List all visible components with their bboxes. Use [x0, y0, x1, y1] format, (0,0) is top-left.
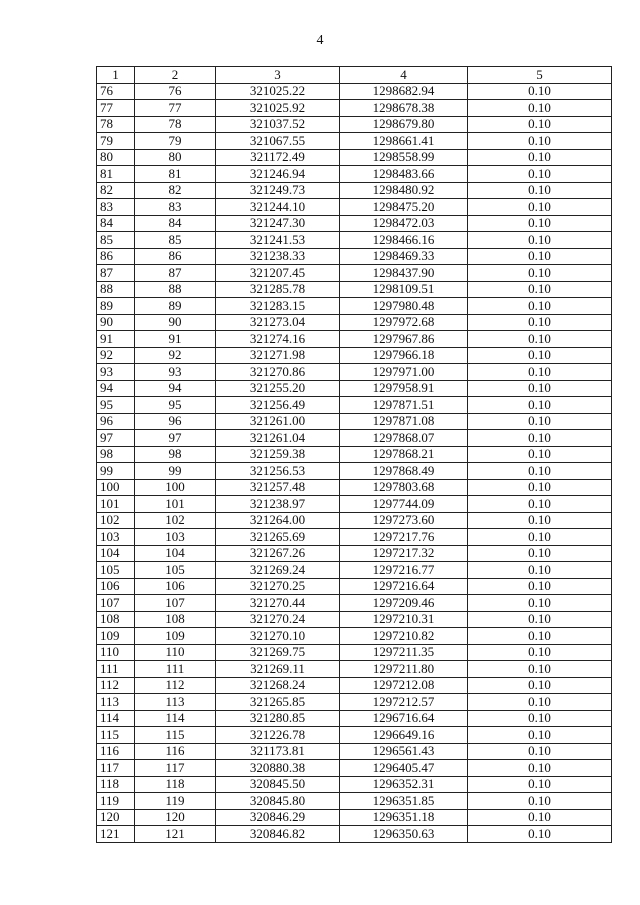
table-row	[97, 265, 612, 282]
table-cell: 321265.85	[216, 694, 340, 711]
table-cell: 1297980.48	[340, 298, 468, 315]
table-cell: 1296716.64	[340, 710, 468, 727]
table-cell: 321273.04	[216, 314, 340, 331]
table-cell: 114	[135, 710, 216, 727]
table-cell: 112	[97, 677, 135, 694]
table-cell: 0.10	[468, 760, 612, 777]
table-row	[97, 628, 612, 645]
table-cell: 101	[135, 496, 216, 513]
table-cell: 80	[97, 149, 135, 166]
table-cell: 102	[97, 512, 135, 529]
table-cell: 85	[97, 232, 135, 249]
table-cell: 321261.04	[216, 430, 340, 447]
table-cell: 88	[97, 281, 135, 298]
table-cell: 320845.50	[216, 776, 340, 793]
table-cell: 116	[97, 743, 135, 760]
table-cell: 0.10	[468, 529, 612, 546]
table-cell: 1298558.99	[340, 149, 468, 166]
table-cell: 98	[97, 446, 135, 463]
table-row	[97, 413, 612, 430]
table-cell: 0.10	[468, 793, 612, 810]
table-cell: 1297744.09	[340, 496, 468, 513]
table-cell: 321247.30	[216, 215, 340, 232]
table-row	[97, 298, 612, 315]
table-cell: 83	[135, 199, 216, 216]
table-cell: 321172.49	[216, 149, 340, 166]
table-cell: 91	[97, 331, 135, 348]
table-cell: 101	[97, 496, 135, 513]
table-cell: 1298682.94	[340, 83, 468, 100]
table-row	[97, 331, 612, 348]
table-row	[97, 496, 612, 513]
table-cell: 97	[135, 430, 216, 447]
page-number: 4	[316, 33, 324, 48]
table-cell: 321257.48	[216, 479, 340, 496]
table-cell: 103	[97, 529, 135, 546]
table-cell: 121	[97, 826, 135, 843]
table-cell: 0.10	[468, 809, 612, 826]
table-row	[97, 364, 612, 381]
table-row	[97, 446, 612, 463]
table-row	[97, 397, 612, 414]
table-cell: 321280.85	[216, 710, 340, 727]
table-cell: 321025.22	[216, 83, 340, 100]
table-cell: 88	[135, 281, 216, 298]
table-cell: 0.10	[468, 281, 612, 298]
table-cell: 1297868.07	[340, 430, 468, 447]
table-cell: 1297209.46	[340, 595, 468, 612]
table-cell: 95	[135, 397, 216, 414]
table-cell: 89	[135, 298, 216, 315]
table-cell: 1298469.33	[340, 248, 468, 265]
table-cell: 119	[97, 793, 135, 810]
table-cell: 1298475.20	[340, 199, 468, 216]
table-cell: 0.10	[468, 232, 612, 249]
table-cell: 1297871.08	[340, 413, 468, 430]
table-cell: 0.10	[468, 331, 612, 348]
table-cell: 1297868.21	[340, 446, 468, 463]
table-cell: 0.10	[468, 496, 612, 513]
table-cell: 92	[135, 347, 216, 364]
table-row	[97, 100, 612, 117]
table-row	[97, 611, 612, 628]
table-cell: 321270.25	[216, 578, 340, 595]
table-cell: 91	[135, 331, 216, 348]
table-cell: 0.10	[468, 545, 612, 562]
table-cell: 104	[135, 545, 216, 562]
table-cell: 93	[97, 364, 135, 381]
table-cell: 321274.16	[216, 331, 340, 348]
table-cell: 96	[135, 413, 216, 430]
table-cell: 113	[97, 694, 135, 711]
table-cell: 117	[135, 760, 216, 777]
table-cell: 0.10	[468, 166, 612, 183]
table-cell: 321241.53	[216, 232, 340, 249]
table-cell: 82	[97, 182, 135, 199]
table-cell: 78	[97, 116, 135, 133]
table-cell: 1298472.03	[340, 215, 468, 232]
table-cell: 1297212.08	[340, 677, 468, 694]
table-cell: 1297216.64	[340, 578, 468, 595]
table-cell: 111	[135, 661, 216, 678]
table-cell: 321256.53	[216, 463, 340, 480]
table-cell: 1297967.86	[340, 331, 468, 348]
table-row	[97, 479, 612, 496]
table-cell: 96	[97, 413, 135, 430]
table-row	[97, 809, 612, 826]
table-cell: 0.10	[468, 133, 612, 150]
table-cell: 1297871.51	[340, 397, 468, 414]
table-cell: 98	[135, 446, 216, 463]
table-row	[97, 133, 612, 150]
table-cell: 321025.92	[216, 100, 340, 117]
table-cell: 0.10	[468, 314, 612, 331]
table-cell: 0.10	[468, 149, 612, 166]
table-cell: 1298466.16	[340, 232, 468, 249]
table-cell: 1297216.77	[340, 562, 468, 579]
table-cell: 0.10	[468, 644, 612, 661]
table-cell: 0.10	[468, 677, 612, 694]
column-header: 4	[340, 67, 468, 84]
table-cell: 0.10	[468, 380, 612, 397]
table-cell: 109	[135, 628, 216, 645]
table-cell: 118	[135, 776, 216, 793]
table-cell: 92	[97, 347, 135, 364]
table-cell: 77	[135, 100, 216, 117]
table-cell: 79	[97, 133, 135, 150]
table-cell: 321238.33	[216, 248, 340, 265]
table-cell: 1297211.80	[340, 661, 468, 678]
table-cell: 321270.44	[216, 595, 340, 612]
table-cell: 110	[135, 644, 216, 661]
table-row	[97, 248, 612, 265]
table-cell: 1297868.49	[340, 463, 468, 480]
table-row	[97, 826, 612, 843]
table-cell: 0.10	[468, 463, 612, 480]
table-cell: 0.10	[468, 215, 612, 232]
table-cell: 84	[135, 215, 216, 232]
table-cell: 320880.38	[216, 760, 340, 777]
table-cell: 105	[97, 562, 135, 579]
table-cell: 85	[135, 232, 216, 249]
table-cell: 0.10	[468, 710, 612, 727]
table-row	[97, 743, 612, 760]
table-cell: 0.10	[468, 397, 612, 414]
table-cell: 321249.73	[216, 182, 340, 199]
table-cell: 1297210.82	[340, 628, 468, 645]
table-cell: 321270.24	[216, 611, 340, 628]
table-cell: 104	[97, 545, 135, 562]
table-header-row	[97, 67, 612, 84]
table-cell: 321261.00	[216, 413, 340, 430]
table-cell: 78	[135, 116, 216, 133]
table-cell: 0.10	[468, 248, 612, 265]
table-row	[97, 512, 612, 529]
table-row	[97, 116, 612, 133]
table-cell: 321037.52	[216, 116, 340, 133]
table-cell: 120	[97, 809, 135, 826]
table-cell: 321238.97	[216, 496, 340, 513]
table-cell: 0.10	[468, 562, 612, 579]
table-cell: 119	[135, 793, 216, 810]
column-header: 2	[135, 67, 216, 84]
table-cell: 321255.20	[216, 380, 340, 397]
table-cell: 0.10	[468, 83, 612, 100]
table-cell: 0.10	[468, 661, 612, 678]
table-cell: 108	[135, 611, 216, 628]
table-cell: 107	[135, 595, 216, 612]
table-cell: 120	[135, 809, 216, 826]
table-cell: 0.10	[468, 364, 612, 381]
table-cell: 0.10	[468, 116, 612, 133]
table-cell: 320846.29	[216, 809, 340, 826]
table-cell: 0.10	[468, 776, 612, 793]
table-cell: 1298483.66	[340, 166, 468, 183]
table-cell: 99	[97, 463, 135, 480]
table-cell: 90	[97, 314, 135, 331]
table-cell: 1297210.31	[340, 611, 468, 628]
table-cell: 0.10	[468, 430, 612, 447]
table-row	[97, 644, 612, 661]
table-row	[97, 281, 612, 298]
table-cell: 321267.26	[216, 545, 340, 562]
table-cell: 83	[97, 199, 135, 216]
table-row	[97, 182, 612, 199]
table-cell: 1297972.68	[340, 314, 468, 331]
table-cell: 100	[135, 479, 216, 496]
table-cell: 93	[135, 364, 216, 381]
table-cell: 1297212.57	[340, 694, 468, 711]
table-cell: 321173.81	[216, 743, 340, 760]
table-cell: 321269.11	[216, 661, 340, 678]
table-row	[97, 232, 612, 249]
table-row	[97, 694, 612, 711]
table-cell: 321271.98	[216, 347, 340, 364]
table-cell: 86	[135, 248, 216, 265]
table-cell: 1298678.38	[340, 100, 468, 117]
table-cell: 121	[135, 826, 216, 843]
coordinates-table	[96, 66, 612, 843]
table-row	[97, 347, 612, 364]
table-cell: 118	[97, 776, 135, 793]
table-cell: 100	[97, 479, 135, 496]
table-cell: 0.10	[468, 826, 612, 843]
table-cell: 80	[135, 149, 216, 166]
table-row	[97, 430, 612, 447]
table-cell: 114	[97, 710, 135, 727]
table-cell: 321244.10	[216, 199, 340, 216]
table-cell: 1297273.60	[340, 512, 468, 529]
table-cell: 94	[135, 380, 216, 397]
table-cell: 87	[135, 265, 216, 282]
table-cell: 321256.49	[216, 397, 340, 414]
table-cell: 1297966.18	[340, 347, 468, 364]
table-cell: 76	[97, 83, 135, 100]
table-cell: 321246.94	[216, 166, 340, 183]
table-cell: 95	[97, 397, 135, 414]
table-cell: 106	[135, 578, 216, 595]
table-row	[97, 710, 612, 727]
table-row	[97, 199, 612, 216]
table-cell: 1296351.18	[340, 809, 468, 826]
table-row	[97, 793, 612, 810]
table-cell: 1298661.41	[340, 133, 468, 150]
table-row	[97, 595, 612, 612]
table-cell: 1297217.32	[340, 545, 468, 562]
table-row	[97, 166, 612, 183]
table-cell: 1296352.31	[340, 776, 468, 793]
column-header: 5	[468, 67, 612, 84]
table-cell: 106	[97, 578, 135, 595]
table-cell: 1297211.35	[340, 644, 468, 661]
table-cell: 1297971.00	[340, 364, 468, 381]
table-cell: 0.10	[468, 512, 612, 529]
column-header: 1	[97, 67, 135, 84]
table-cell: 0.10	[468, 743, 612, 760]
table-cell: 116	[135, 743, 216, 760]
table-cell: 0.10	[468, 727, 612, 744]
table-cell: 1297958.91	[340, 380, 468, 397]
table-cell: 321269.24	[216, 562, 340, 579]
table-cell: 113	[135, 694, 216, 711]
table-cell: 0.10	[468, 479, 612, 496]
table-cell: 1296649.16	[340, 727, 468, 744]
table-cell: 110	[97, 644, 135, 661]
table-cell: 321269.75	[216, 644, 340, 661]
table-cell: 321285.78	[216, 281, 340, 298]
table-cell: 0.10	[468, 298, 612, 315]
table-cell: 321268.24	[216, 677, 340, 694]
table-cell: 321067.55	[216, 133, 340, 150]
table-cell: 102	[135, 512, 216, 529]
table-cell: 1298679.80	[340, 116, 468, 133]
table-cell: 320845.80	[216, 793, 340, 810]
table-cell: 1298109.51	[340, 281, 468, 298]
table-cell: 81	[97, 166, 135, 183]
table-cell: 112	[135, 677, 216, 694]
table-cell: 1296561.43	[340, 743, 468, 760]
table-cell: 76	[135, 83, 216, 100]
table-cell: 0.10	[468, 578, 612, 595]
table-cell: 89	[97, 298, 135, 315]
table-cell: 0.10	[468, 595, 612, 612]
table-row	[97, 149, 612, 166]
table-cell: 321283.15	[216, 298, 340, 315]
table-cell: 321226.78	[216, 727, 340, 744]
table-body	[97, 83, 612, 842]
table-cell: 111	[97, 661, 135, 678]
table-cell: 0.10	[468, 694, 612, 711]
table-cell: 0.10	[468, 100, 612, 117]
column-header: 3	[216, 67, 340, 84]
table-cell: 108	[97, 611, 135, 628]
table-row	[97, 661, 612, 678]
table-cell: 82	[135, 182, 216, 199]
table-cell: 109	[97, 628, 135, 645]
table-cell: 1298480.92	[340, 182, 468, 199]
table-cell: 0.10	[468, 347, 612, 364]
table-cell: 321265.69	[216, 529, 340, 546]
table-row	[97, 760, 612, 777]
table-cell: 1297803.68	[340, 479, 468, 496]
table-cell: 103	[135, 529, 216, 546]
table-cell: 86	[97, 248, 135, 265]
table-row	[97, 463, 612, 480]
table-cell: 321264.00	[216, 512, 340, 529]
table-cell: 0.10	[468, 265, 612, 282]
table-cell: 1296350.63	[340, 826, 468, 843]
table-cell: 107	[97, 595, 135, 612]
table-row	[97, 727, 612, 744]
table-cell: 84	[97, 215, 135, 232]
table-cell: 99	[135, 463, 216, 480]
table-cell: 0.10	[468, 628, 612, 645]
table-cell: 90	[135, 314, 216, 331]
table-row	[97, 215, 612, 232]
table-cell: 94	[97, 380, 135, 397]
table-cell: 77	[97, 100, 135, 117]
table-cell: 0.10	[468, 413, 612, 430]
table-row	[97, 562, 612, 579]
table-cell: 1296351.85	[340, 793, 468, 810]
table-cell: 117	[97, 760, 135, 777]
table-cell: 115	[135, 727, 216, 744]
table-row	[97, 545, 612, 562]
table-row	[97, 380, 612, 397]
table-row	[97, 677, 612, 694]
table-row	[97, 83, 612, 100]
table-cell: 321270.86	[216, 364, 340, 381]
table-row	[97, 529, 612, 546]
table-cell: 0.10	[468, 446, 612, 463]
table-cell: 0.10	[468, 182, 612, 199]
table-cell: 321259.38	[216, 446, 340, 463]
table-row	[97, 578, 612, 595]
table-cell: 321270.10	[216, 628, 340, 645]
table-cell: 97	[97, 430, 135, 447]
table-cell: 321207.45	[216, 265, 340, 282]
table-cell: 1296405.47	[340, 760, 468, 777]
table-row	[97, 314, 612, 331]
table-cell: 105	[135, 562, 216, 579]
table-cell: 320846.82	[216, 826, 340, 843]
table-cell: 0.10	[468, 199, 612, 216]
table-cell: 79	[135, 133, 216, 150]
table-cell: 1297217.76	[340, 529, 468, 546]
table-cell: 0.10	[468, 611, 612, 628]
table-cell: 115	[97, 727, 135, 744]
table-row	[97, 776, 612, 793]
table-cell: 81	[135, 166, 216, 183]
table-cell: 1298437.90	[340, 265, 468, 282]
table-cell: 87	[97, 265, 135, 282]
